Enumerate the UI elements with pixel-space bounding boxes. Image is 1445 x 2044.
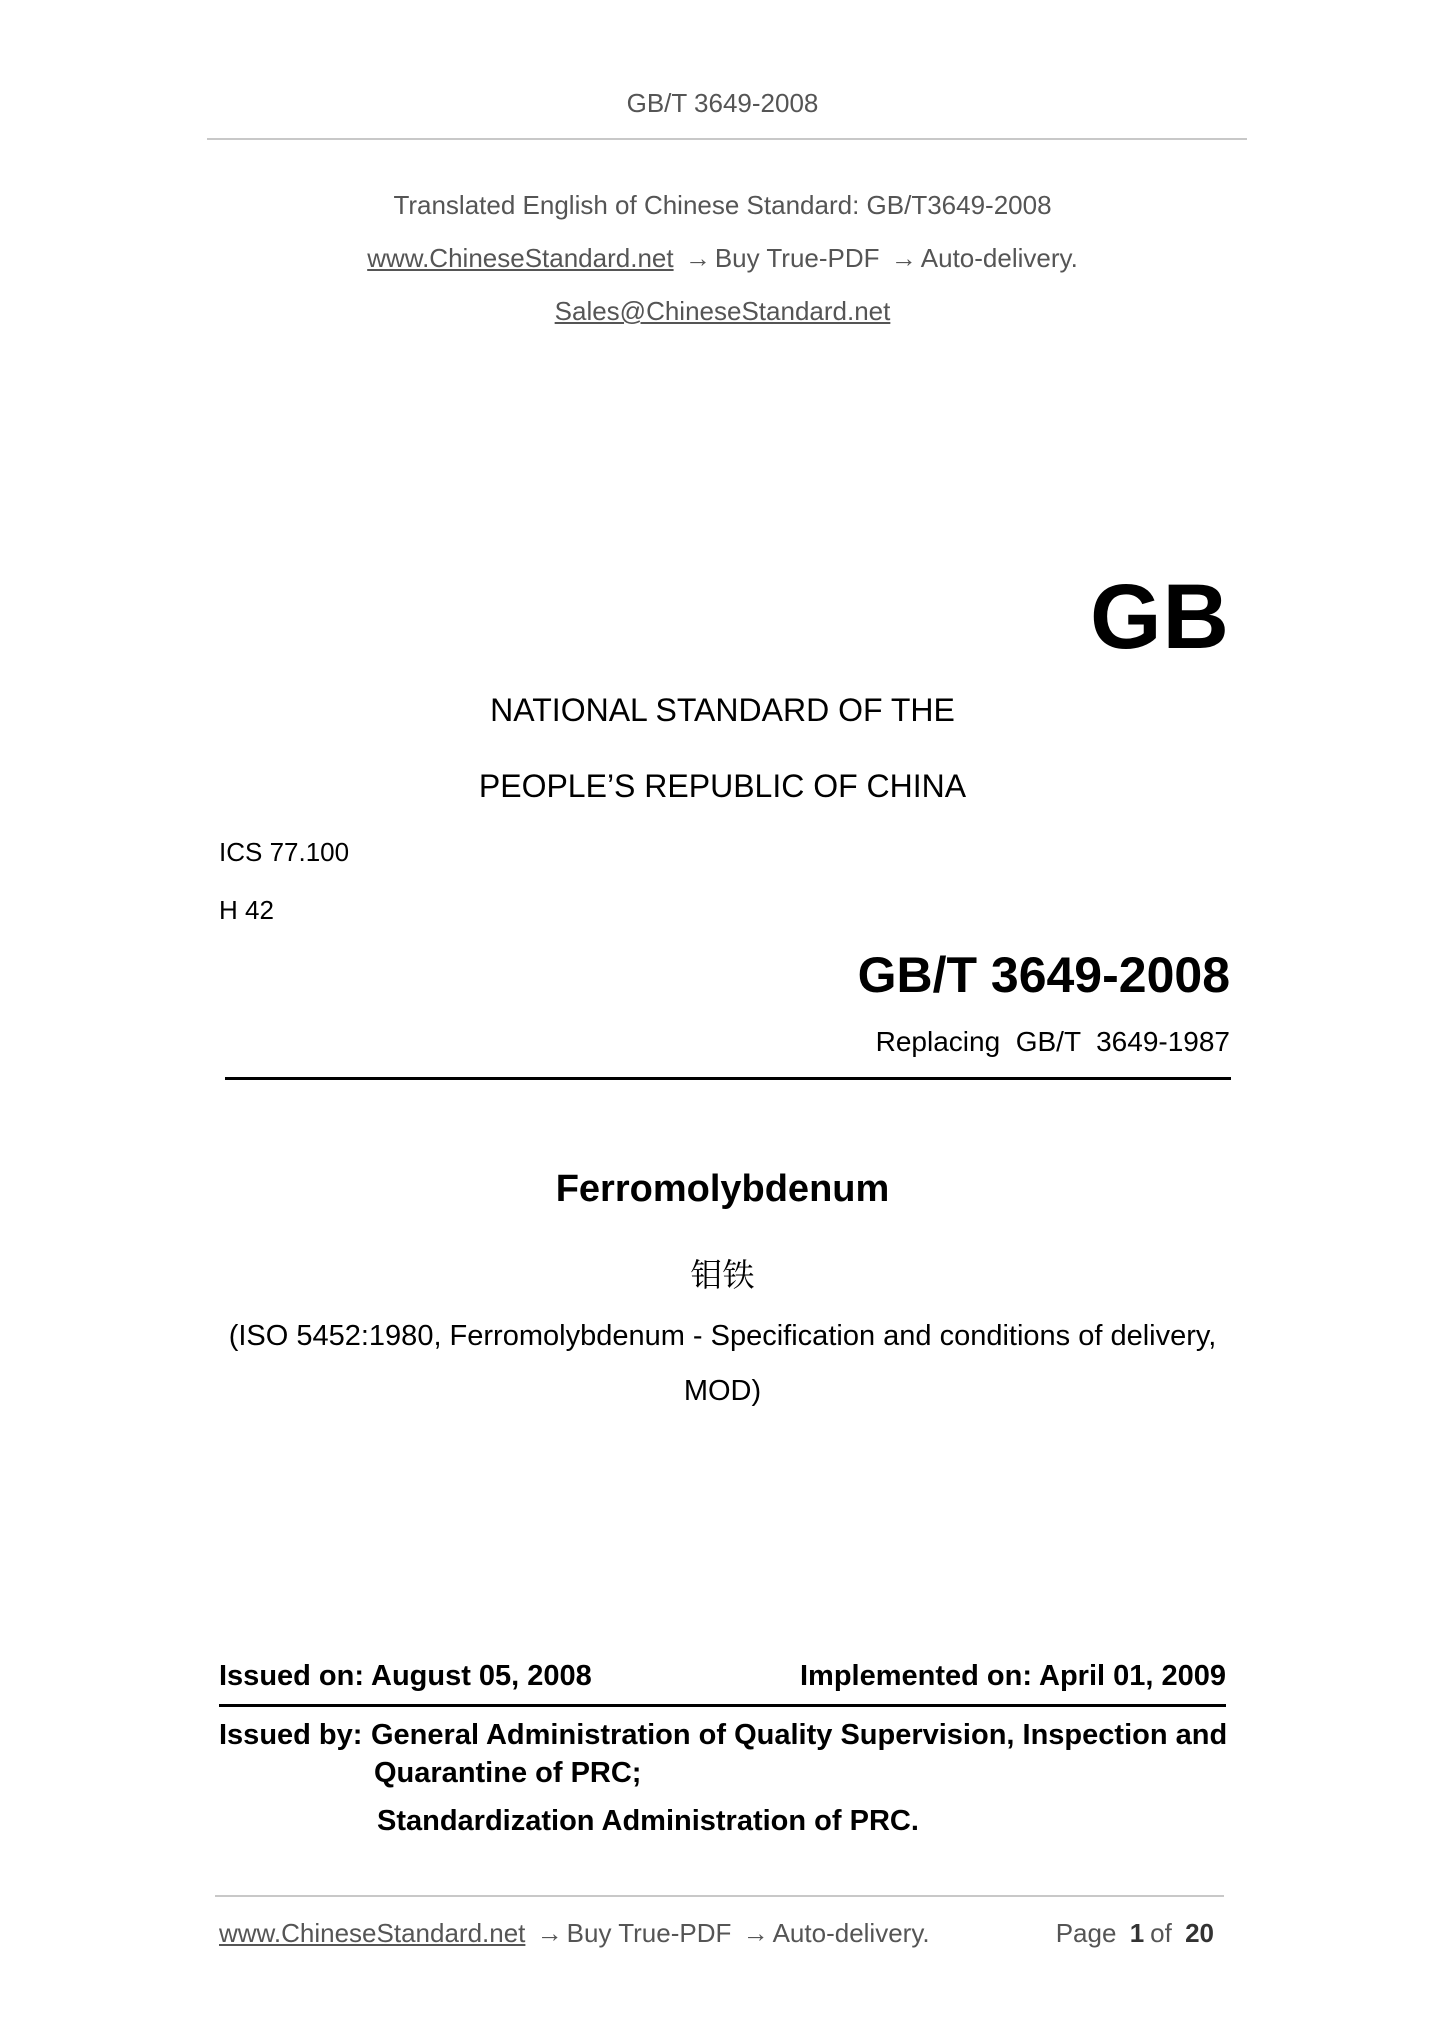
title-divider (225, 1077, 1231, 1080)
site-link[interactable]: www.ChineseStandard.net (367, 243, 674, 273)
issuer-1-continued: Quarantine of PRC; (374, 1757, 642, 1789)
translated-notice: Translated English of Chinese Standard: GB/T3649-2008 (393, 190, 1052, 220)
arrow-right-icon: → (536, 1918, 563, 1948)
promo-line (0, 243, 1445, 274)
page-current: 1 (1129, 1918, 1145, 1948)
national-standard-line-2: PEOPLE’S REPUBLIC OF CHINA (478, 768, 967, 804)
footer-buy-true-pdf-text: Buy True-PDF (566, 1918, 732, 1948)
header-divider (207, 138, 1247, 140)
sales-email-link[interactable]: Sales@ChineseStandard.net (554, 296, 891, 326)
replacing-standard: Replacing GB/T 3649-1987 (875, 1026, 1230, 1057)
issued-on-date: Issued on: August 05, 2008 (219, 1660, 592, 1692)
document-title-chinese: 钼铁 (690, 1256, 755, 1294)
standard-number: GB/T 3649-2008 (857, 947, 1230, 1003)
implemented-on-date: Implemented on: April 01, 2009 (800, 1660, 1226, 1692)
auto-delivery-text: Auto-delivery. (920, 243, 1078, 273)
ccs-code: H 42 (219, 895, 274, 925)
gb-mark: GB (1090, 566, 1230, 668)
iso-reference-line-2: MOD) (683, 1375, 762, 1407)
buy-true-pdf-text: Buy True-PDF (714, 243, 880, 273)
footer-site-link[interactable]: www.ChineseStandard.net (219, 1918, 526, 1948)
issuer-1: General Administration of Quality Supervision, Inspection and (371, 1719, 1228, 1751)
of-label: of (1150, 1918, 1172, 1948)
document-title: Ferromolybdenum (555, 1168, 890, 1210)
footer-promo (219, 1918, 930, 1949)
ics-code: ICS 77.100 (219, 837, 350, 867)
running-header: GB/T 3649-2008 (626, 88, 819, 118)
iso-reference-line-1: (ISO 5452:1980, Ferromolybdenum - Specification and conditions of delivery, (228, 1320, 1217, 1352)
page-total: 20 (1185, 1918, 1214, 1948)
dates-divider (219, 1704, 1226, 1707)
page-indicator (1056, 1918, 1220, 1949)
issued-by-label: Issued by: (219, 1719, 363, 1751)
footer-divider (215, 1895, 1224, 1897)
issuer-2: Standardization Administration of PRC. (377, 1805, 919, 1837)
email-line (0, 296, 1445, 327)
page-label: Page (1055, 1918, 1117, 1948)
footer-auto-delivery-text: Auto-delivery. (772, 1918, 930, 1948)
national-standard-line-1: NATIONAL STANDARD OF THE (490, 692, 955, 728)
arrow-right-icon: → (890, 243, 917, 273)
arrow-right-icon: → (684, 243, 711, 273)
arrow-right-icon: → (742, 1918, 769, 1948)
